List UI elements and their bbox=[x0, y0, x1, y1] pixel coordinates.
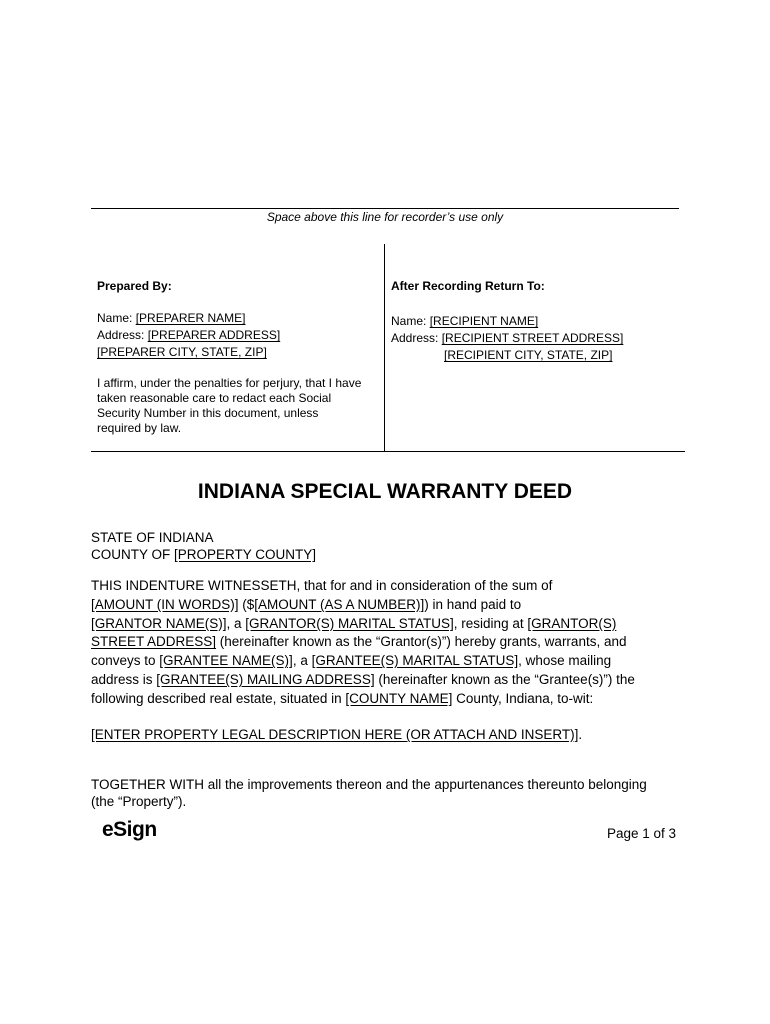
paragraph-text: ($ bbox=[238, 596, 255, 612]
preparer-name-label: Name: bbox=[97, 311, 133, 325]
indenture-line bbox=[91, 615, 691, 634]
paragraph-text: THIS INDENTURE WITNESSETH, that for and in consideration of the sum of bbox=[91, 578, 553, 593]
recipient-name-label: Name: bbox=[391, 314, 427, 328]
county-label: COUNTY OF bbox=[91, 547, 175, 562]
affirmation-text: I affirm, under the penalties for perjury, that I have taken reasonable care to redact each Social Security Number in this document, unless required by law. bbox=[97, 376, 362, 435]
county-field[interactable]: [PROPERTY COUNTY] bbox=[174, 547, 317, 562]
return-to-section bbox=[391, 278, 681, 363]
legal-description-field[interactable]: [ENTER PROPERTY LEGAL DESCRIPTION HERE (OR ATTACH AND INSERT)] bbox=[91, 727, 579, 742]
preparer-name-field[interactable]: [PREPARER NAME] bbox=[135, 311, 246, 325]
indenture-line bbox=[91, 577, 691, 596]
preparer-city-row bbox=[97, 344, 382, 360]
preparer-address-row bbox=[97, 327, 382, 343]
paragraph-text: , a bbox=[292, 653, 312, 669]
preparer-name-row bbox=[97, 310, 382, 326]
header-divider bbox=[384, 244, 385, 451]
deed-title: INDIANA SPECIAL WARRANTY DEED bbox=[197, 480, 573, 503]
indenture-line bbox=[91, 671, 691, 690]
preparer-city-field[interactable]: [PREPARER CITY, STATE, ZIP] bbox=[97, 345, 267, 359]
paragraph-text: ) in hand paid to bbox=[424, 596, 522, 612]
together-with-paragraph: TOGETHER WITH all the improvements thereon and the appurtenances thereunto belonging (the “Property”). bbox=[91, 777, 647, 809]
recipient-city-row bbox=[391, 347, 681, 363]
placeholder-field[interactable]: [COUNTY NAME] bbox=[345, 690, 453, 706]
paragraph-text: (hereinafter known as the “Grantor(s)”) hereby grants, warrants, and bbox=[216, 634, 627, 650]
recorder-line bbox=[91, 208, 679, 209]
indenture-line bbox=[91, 596, 691, 615]
placeholder-field[interactable]: [GRANTEE NAME(S)] bbox=[159, 653, 293, 669]
indenture-line bbox=[91, 690, 691, 709]
paragraph-text: (hereinafter known as the “Grantee(s)”) the bbox=[374, 671, 635, 687]
recipient-name-row bbox=[391, 313, 681, 329]
esign-logo: eSign bbox=[102, 818, 157, 841]
indenture-line bbox=[91, 633, 691, 652]
venue-block bbox=[91, 529, 316, 563]
recorder-note: Space above this line for recorder’s use only bbox=[266, 210, 504, 224]
preparer-address-label: Address: bbox=[97, 328, 145, 342]
recipient-name-field[interactable]: [RECIPIENT NAME] bbox=[429, 314, 539, 328]
indenture-paragraph bbox=[91, 577, 691, 709]
placeholder-field[interactable]: [GRANTOR NAME(S)] bbox=[91, 615, 227, 631]
paragraph-text: , whose mailing bbox=[518, 653, 612, 669]
placeholder-field[interactable]: [GRANTOR(S) bbox=[527, 615, 617, 631]
paragraph-text: , a bbox=[226, 615, 246, 631]
paragraph-text: , residing at bbox=[453, 615, 528, 631]
paragraph-text: following described real estate, situated in bbox=[91, 690, 346, 706]
state-line: STATE OF INDIANA bbox=[91, 530, 214, 545]
paragraph-text: address is bbox=[91, 671, 157, 687]
recipient-address-field[interactable]: [RECIPIENT STREET ADDRESS] bbox=[441, 331, 624, 345]
placeholder-field[interactable]: STREET ADDRESS] bbox=[91, 634, 217, 650]
recipient-city-field[interactable]: [RECIPIENT CITY, STATE, ZIP] bbox=[444, 348, 613, 362]
indenture-line bbox=[91, 652, 691, 671]
county-line bbox=[91, 546, 316, 563]
paragraph-text: conveys to bbox=[91, 653, 160, 669]
legal-description-line: [ENTER PROPERTY LEGAL DESCRIPTION HERE (OR ATTACH AND INSERT)]. bbox=[91, 727, 583, 742]
page-number: Page 1 of 3 bbox=[606, 826, 676, 841]
prepared-by-heading: Prepared By: bbox=[97, 279, 172, 293]
placeholder-field[interactable]: [GRANTEE(S) MARITAL STATUS] bbox=[311, 653, 519, 669]
recipient-address-label: Address: bbox=[391, 331, 439, 345]
recipient-address-row bbox=[391, 330, 681, 346]
prepared-by-section bbox=[97, 278, 382, 436]
paragraph-text: County, Indiana, to-wit: bbox=[452, 690, 594, 706]
header-bottom-line bbox=[91, 451, 685, 452]
placeholder-field[interactable]: [GRANTEE(S) MAILING ADDRESS] bbox=[156, 671, 375, 687]
placeholder-field[interactable]: [AMOUNT (AS A NUMBER)] bbox=[254, 596, 425, 612]
placeholder-field[interactable]: [AMOUNT (IN WORDS)] bbox=[91, 596, 239, 612]
return-to-heading: After Recording Return To: bbox=[391, 279, 545, 293]
placeholder-field[interactable]: [GRANTOR(S) MARITAL STATUS] bbox=[245, 615, 454, 631]
preparer-address-field[interactable]: [PREPARER ADDRESS] bbox=[147, 328, 281, 342]
